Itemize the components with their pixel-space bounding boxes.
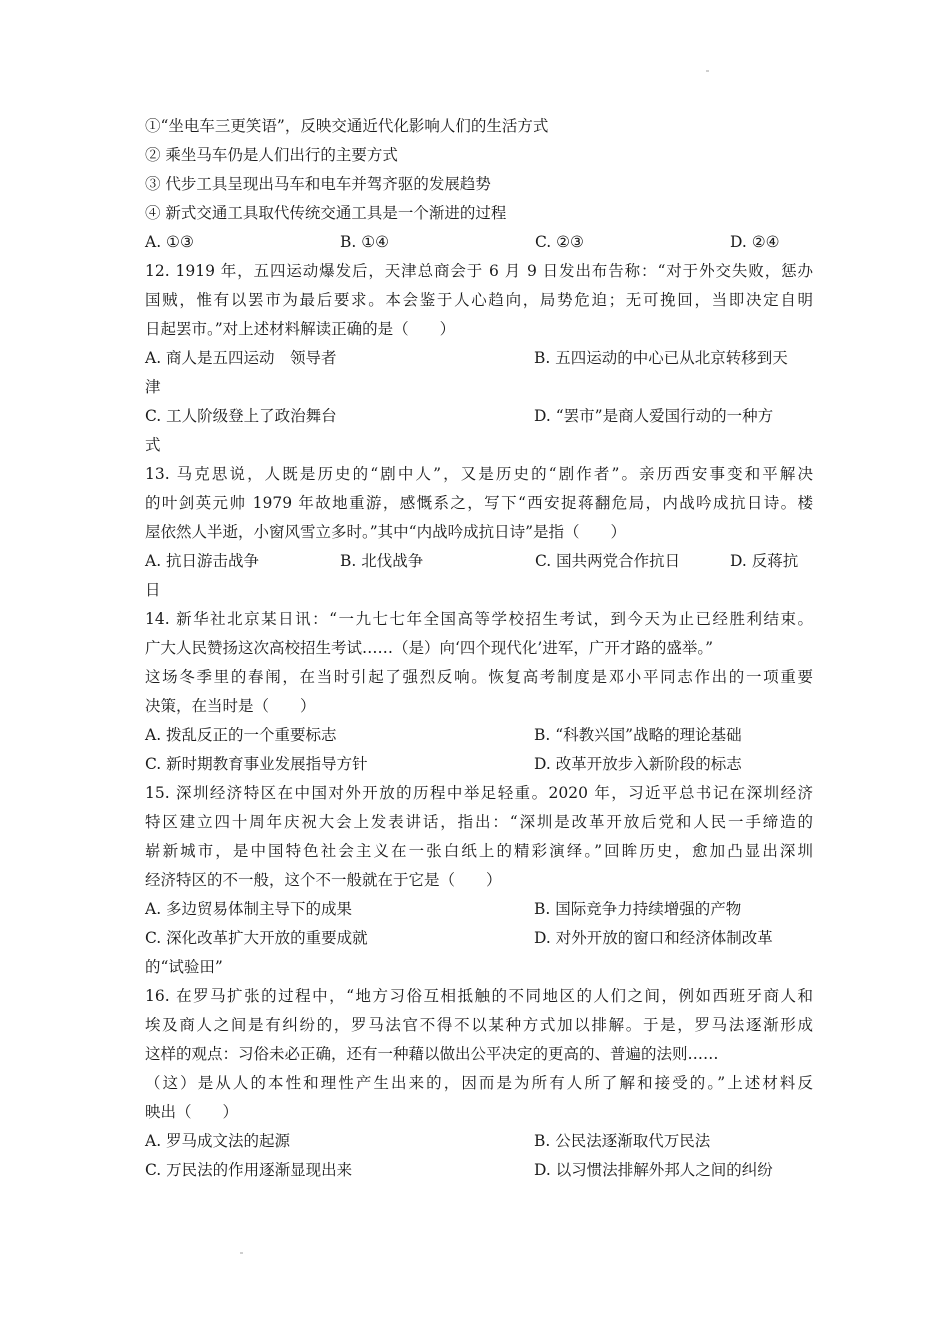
option-wrap: 式 — [145, 436, 161, 454]
question-text-line: 广大人民赞扬这次高校招生考试……（是）向‘四个现代化’进军，广开才路的盛举。” — [145, 639, 714, 657]
question-16 — [145, 982, 813, 1185]
option-a[interactable]: A. 商人是五四运动 领导者 — [145, 349, 337, 367]
options-row — [145, 721, 813, 750]
option-b[interactable]: B. 公民法逐渐取代万民法 — [534, 1132, 711, 1150]
option-b[interactable]: B. 国际竞争力持续增强的产物 — [534, 900, 742, 918]
question-text-line: 决策，在当时是（ ） — [145, 697, 316, 715]
option-d[interactable]: D. 反蒋抗 — [730, 552, 799, 570]
option-a[interactable]: A. 抗日游击战争 — [145, 552, 260, 570]
question-text-line: 这场冬季里的春闱，在当时引起了强烈反响。恢复高考制度是邓小平同志作出的一项重要 — [145, 668, 813, 686]
question-text-line: 特区建立四十周年庆祝大会上发表讲话，指出：“深圳是改革开放后党和人民一手缔造的 — [145, 813, 813, 831]
option-wrap: 津 — [145, 378, 161, 396]
option-a[interactable]: A. ①③ — [145, 233, 194, 251]
question-text-line: 这样的观点：习俗未必正确，还有一种藉以做出公平决定的更高的、普遍的法则…… — [145, 1045, 719, 1063]
question-text-line: 13. 马克思说，人既是历史的“剧中人”，又是历史的“剧作者”。亲历西安事变和平解决 — [145, 465, 813, 483]
statement-3: ③ 代步工具呈现出马车和电车并驾齐驱的发展趋势 — [145, 175, 491, 193]
question-text-line: 国贼，惟有以罢市为最后要求。本会鉴于人心趋向，局势危迫；无可挽回，当即决定自明 — [145, 291, 813, 309]
scan-speck — [706, 70, 709, 72]
question-text-line: 16. 在罗马扩张的过程中，“地方习俗互相抵触的不同地区的人们之间，例如西班牙商人和 — [145, 987, 813, 1005]
question-text-line: 日起罢市。”对上述材料解读正确的是（ ） — [145, 320, 456, 338]
options-row — [145, 750, 813, 779]
option-d[interactable]: D. 对外开放的窗口和经济体制改革 — [534, 929, 773, 947]
option-c[interactable]: C. 万民法的作用逐渐显现出来 — [145, 1161, 353, 1179]
statement-2: ② 乘坐马车仍是人们出行的主要方式 — [145, 146, 398, 164]
options-row — [145, 547, 813, 576]
question-text-line: 屋依然人半逝，小窗风雪立多时。”其中“内战吟成抗日诗”是指（ ） — [145, 523, 627, 541]
option-c[interactable]: C. ②③ — [535, 233, 584, 251]
option-d[interactable]: D. ②④ — [730, 233, 780, 251]
question-15 — [145, 779, 813, 982]
option-c[interactable]: C. 工人阶级登上了政治舞台 — [145, 407, 337, 425]
options-row — [145, 924, 813, 953]
question-text-line: 14. 新华社北京某日讯：“一九七七年全国高等学校招生考试，到今天为止已经胜利结束。 — [145, 610, 813, 628]
statement-4: ④ 新式交通工具取代传统交通工具是一个渐进的过程 — [145, 204, 507, 222]
option-a[interactable]: A. 罗马成文法的起源 — [145, 1132, 291, 1150]
options-row — [145, 228, 813, 257]
scan-speck — [240, 1252, 243, 1254]
option-b[interactable]: B. 五四运动的中心已从北京转移到天 — [534, 349, 788, 367]
option-wrap: 的“试验田” — [145, 958, 223, 976]
question-13 — [145, 460, 813, 605]
question-12 — [145, 257, 813, 460]
options-row — [145, 895, 813, 924]
option-d[interactable]: D. 改革开放步入新阶段的标志 — [534, 755, 742, 773]
question-text-line: 15. 深圳经济特区在中国对外开放的历程中举足轻重。2020 年，习近平总书记在深圳经济 — [145, 784, 813, 802]
option-c[interactable]: C. 深化改革扩大开放的重要成就 — [145, 929, 368, 947]
option-d[interactable]: D. “罢市”是商人爱国行动的一种方 — [534, 407, 774, 425]
option-b[interactable]: B. ①④ — [340, 233, 390, 251]
exam-page — [145, 112, 813, 1185]
option-c[interactable]: C. 国共两党合作抗日 — [535, 552, 681, 570]
question-text-line: 的叶剑英元帅 1979 年故地重游，感慨系之，写下“西安捉蒋翻危局，内战吟成抗日诗。楼 — [145, 494, 813, 512]
options-row — [145, 402, 813, 431]
option-d[interactable]: D. 以习惯法排解外邦人之间的纠纷 — [534, 1161, 773, 1179]
question-text-line: 崭新城市，是中国特色社会主义在一张白纸上的精彩演绎。”回眸历史，愈加凸显出深圳 — [145, 842, 813, 860]
question-text-line: 经济特区的不一般，这个不一般就在于它是（ ） — [145, 871, 502, 889]
options-row — [145, 344, 813, 373]
question-14 — [145, 605, 813, 779]
question-text-line: 映出（ ） — [145, 1103, 239, 1121]
question-text-line: 12. 1919 年，五四运动爆发后，天津总商会于 6 月 9 日发出布告称：“对于外交失败，惩办 — [145, 262, 813, 280]
question-text-line: 埃及商人之间是有纠纷的，罗马法官不得不以某种方式加以排解。于是，罗马法逐渐形成 — [145, 1016, 813, 1034]
option-a[interactable]: A. 拨乱反正的一个重要标志 — [145, 726, 337, 744]
question-text-line: （这）是从人的本性和理性产生出来的，因而是为所有人所了解和接受的。”上述材料反 — [145, 1074, 813, 1092]
option-b[interactable]: B. “科教兴国”战略的理论基础 — [534, 726, 742, 744]
options-row — [145, 1127, 813, 1156]
options-row — [145, 1156, 813, 1185]
question-11 — [145, 112, 813, 257]
option-a[interactable]: A. 多边贸易体制主导下的成果 — [145, 900, 353, 918]
option-wrap: 日 — [145, 581, 161, 599]
option-b[interactable]: B. 北伐战争 — [340, 552, 424, 570]
statement-1: ①“坐电车三更笑语”，反映交通近代化影响人们的生活方式 — [145, 117, 549, 135]
option-c[interactable]: C. 新时期教育事业发展指导方针 — [145, 755, 368, 773]
